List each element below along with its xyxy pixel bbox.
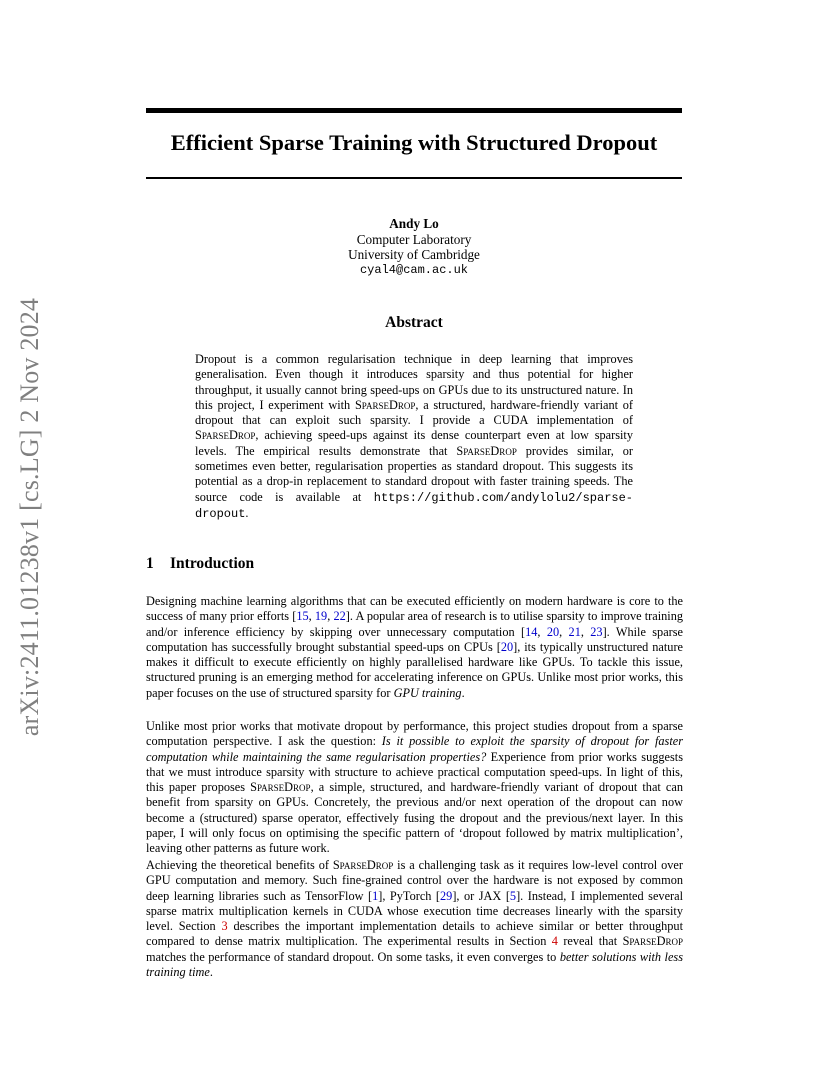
citation-link[interactable]: 29: [440, 888, 453, 903]
body-text: ,: [308, 609, 315, 624]
body-text: is a challenging task as it requires low-level control over GPU computation and memory. Such fine-grained control over the hardware is not exposed by common deep learning libraries such as TensorFlow [: [146, 858, 683, 903]
citation-link[interactable]: 23: [590, 624, 603, 639]
method-name: SparseDrop: [354, 397, 416, 412]
body-text: Achieving the theoretical benefits of: [146, 858, 333, 872]
arxiv-sidebar: [14, 287, 46, 747]
method-name: SparseDrop: [332, 858, 394, 872]
source-code-url[interactable]: https://github.com/andylolu2/sparse-dropout: [195, 490, 633, 521]
body-text: Designing machine learning algorithms that can be executed efficiently on modern hardware is core to the success of many prior efforts [: [146, 594, 683, 624]
abstract-body: [195, 352, 633, 522]
paper-title: Efficient Sparse Training with Structured Dropout: [170, 130, 658, 155]
intro-paragraph-1: [146, 594, 683, 701]
abstract-text: .: [245, 505, 249, 520]
citation-link[interactable]: 20: [546, 624, 560, 639]
body-text: ]. While sparse computation has successfully brought substantial speed-ups on CPUs [: [146, 624, 684, 654]
body-text: Unlike most prior works that motivate dropout by performance, this project studies dropout from a sparse computation perspective. I ask the question:: [146, 719, 683, 749]
research-question: Is it possible to exploit the sparsity of dropout for faster computation while maintaining the same regularisation properties?: [146, 734, 683, 764]
author-department: Computer Laboratory: [356, 231, 472, 247]
body-text: ,: [537, 624, 547, 639]
abstract-text: , a structured, hardware-friendly variant of dropout that can exploit such sparsity. I provide a CUDA implementation of: [195, 397, 633, 428]
body-text: ], or JAX [: [452, 888, 510, 903]
body-text: ]. Instead, I implemented several sparse matrix multiplication kernels in CUDA whose execution time decreases linearly with the sparsity level. Section: [146, 888, 683, 933]
body-text: matches the performance of standard dropout. On some tasks, it even converges to: [146, 949, 560, 964]
body-text: describes the important implementation details to achieve similar or better throughput compared to dense matrix multiplication. The experimental results in Section: [146, 919, 683, 949]
citation-link[interactable]: 19: [314, 609, 328, 624]
emphasis-text: better solutions with less training time: [146, 949, 683, 979]
section-number: 1: [146, 555, 154, 572]
body-text: ], PyTorch [: [378, 888, 441, 903]
body-text: ], its typically unstructured nature makes it difficult to execute efficiently on highly parallelised hardware like GPUs. To tackle this issue, structured pruning is an emerging method for accelerating inference on GPUs. Unlike most prior works, this paper focuses on the use of structured sparsity for: [146, 639, 683, 700]
intro-paragraph-3: [146, 858, 683, 980]
body-text: .: [461, 685, 465, 700]
section-ref-link[interactable]: 4: [551, 934, 558, 949]
citation-link[interactable]: 5: [509, 888, 517, 903]
author-name: Andy Lo: [389, 216, 439, 231]
author-block: [146, 216, 682, 278]
body-text: Experience from prior works suggests that we must introduce sparsity with structure to achieve practical computation speed-ups. In light of this, this paper proposes: [146, 749, 683, 794]
section-heading-introduction: [146, 555, 254, 573]
method-name: SparseDrop: [622, 934, 683, 949]
body-text: , a simple, structured, and hardware-friendly variant of dropout that can benefit from sparsity on GPUs. Concretely, the previous and/or next operation of the dropout can now become a (structured) sparse operator, effectively fusing the dropout and the previous/next layer. In this paper, I will only focus on optimising the specific pattern of ‘dropout followed by matrix multiplication’, leaving other patterns as future work.: [146, 780, 683, 855]
citation-link[interactable]: 22: [333, 609, 346, 624]
title-bottom-rule: [146, 177, 682, 179]
abstract-text: , achieving speed-ups against its dense counterpart even at low sparsity levels. The empirical results demonstrate that: [195, 428, 633, 458]
section-ref-link[interactable]: 3: [221, 919, 228, 933]
intro-paragraph-2: [146, 719, 683, 856]
citation-link[interactable]: 21: [568, 624, 581, 639]
section-title: Introduction: [170, 555, 255, 572]
title-top-rule: [146, 108, 682, 113]
abstract-text: provides similar, or sometimes even better, regularisation properties as standard dropout. This suggests its potential as a drop-in replacement to standard dropout with faster training speeds. The source code is available at: [195, 443, 633, 504]
citation-link[interactable]: 1: [372, 888, 379, 903]
body-text: .: [209, 964, 213, 979]
method-name: SparseDrop: [195, 428, 256, 443]
body-text: ]. A popular area of research is to utilise sparsity to improve training and/or inference efficiency by skipping over unnecessary computation [: [146, 609, 683, 639]
abstract-text: Dropout is a common regularisation technique in deep learning that improves generalisation. Even though it introduces sparsity and thus potential for higher throughput, it usually cannot bring speed-ups on GPUs due to its unstructured nature. In this project, I experiment with: [195, 352, 633, 412]
body-text: reveal that: [557, 934, 623, 949]
citation-link[interactable]: 15: [296, 609, 309, 624]
abstract-heading: Abstract: [385, 314, 443, 331]
method-name: SparseDrop: [250, 780, 311, 794]
method-name: SparseDrop: [456, 443, 517, 458]
emphasis-text: GPU training: [393, 685, 462, 700]
arxiv-identifier: arXiv:2411.01238v1 [cs.LG] 2 Nov 2024: [15, 297, 44, 737]
author-institution: University of Cambridge: [348, 247, 480, 262]
body-text: ,: [327, 609, 334, 624]
body-text: ,: [559, 624, 569, 639]
citation-link[interactable]: 14: [525, 624, 538, 639]
author-email: cyal4@cam.ac.uk: [359, 262, 469, 277]
citation-link[interactable]: 20: [500, 639, 514, 654]
body-text: ,: [580, 624, 591, 639]
